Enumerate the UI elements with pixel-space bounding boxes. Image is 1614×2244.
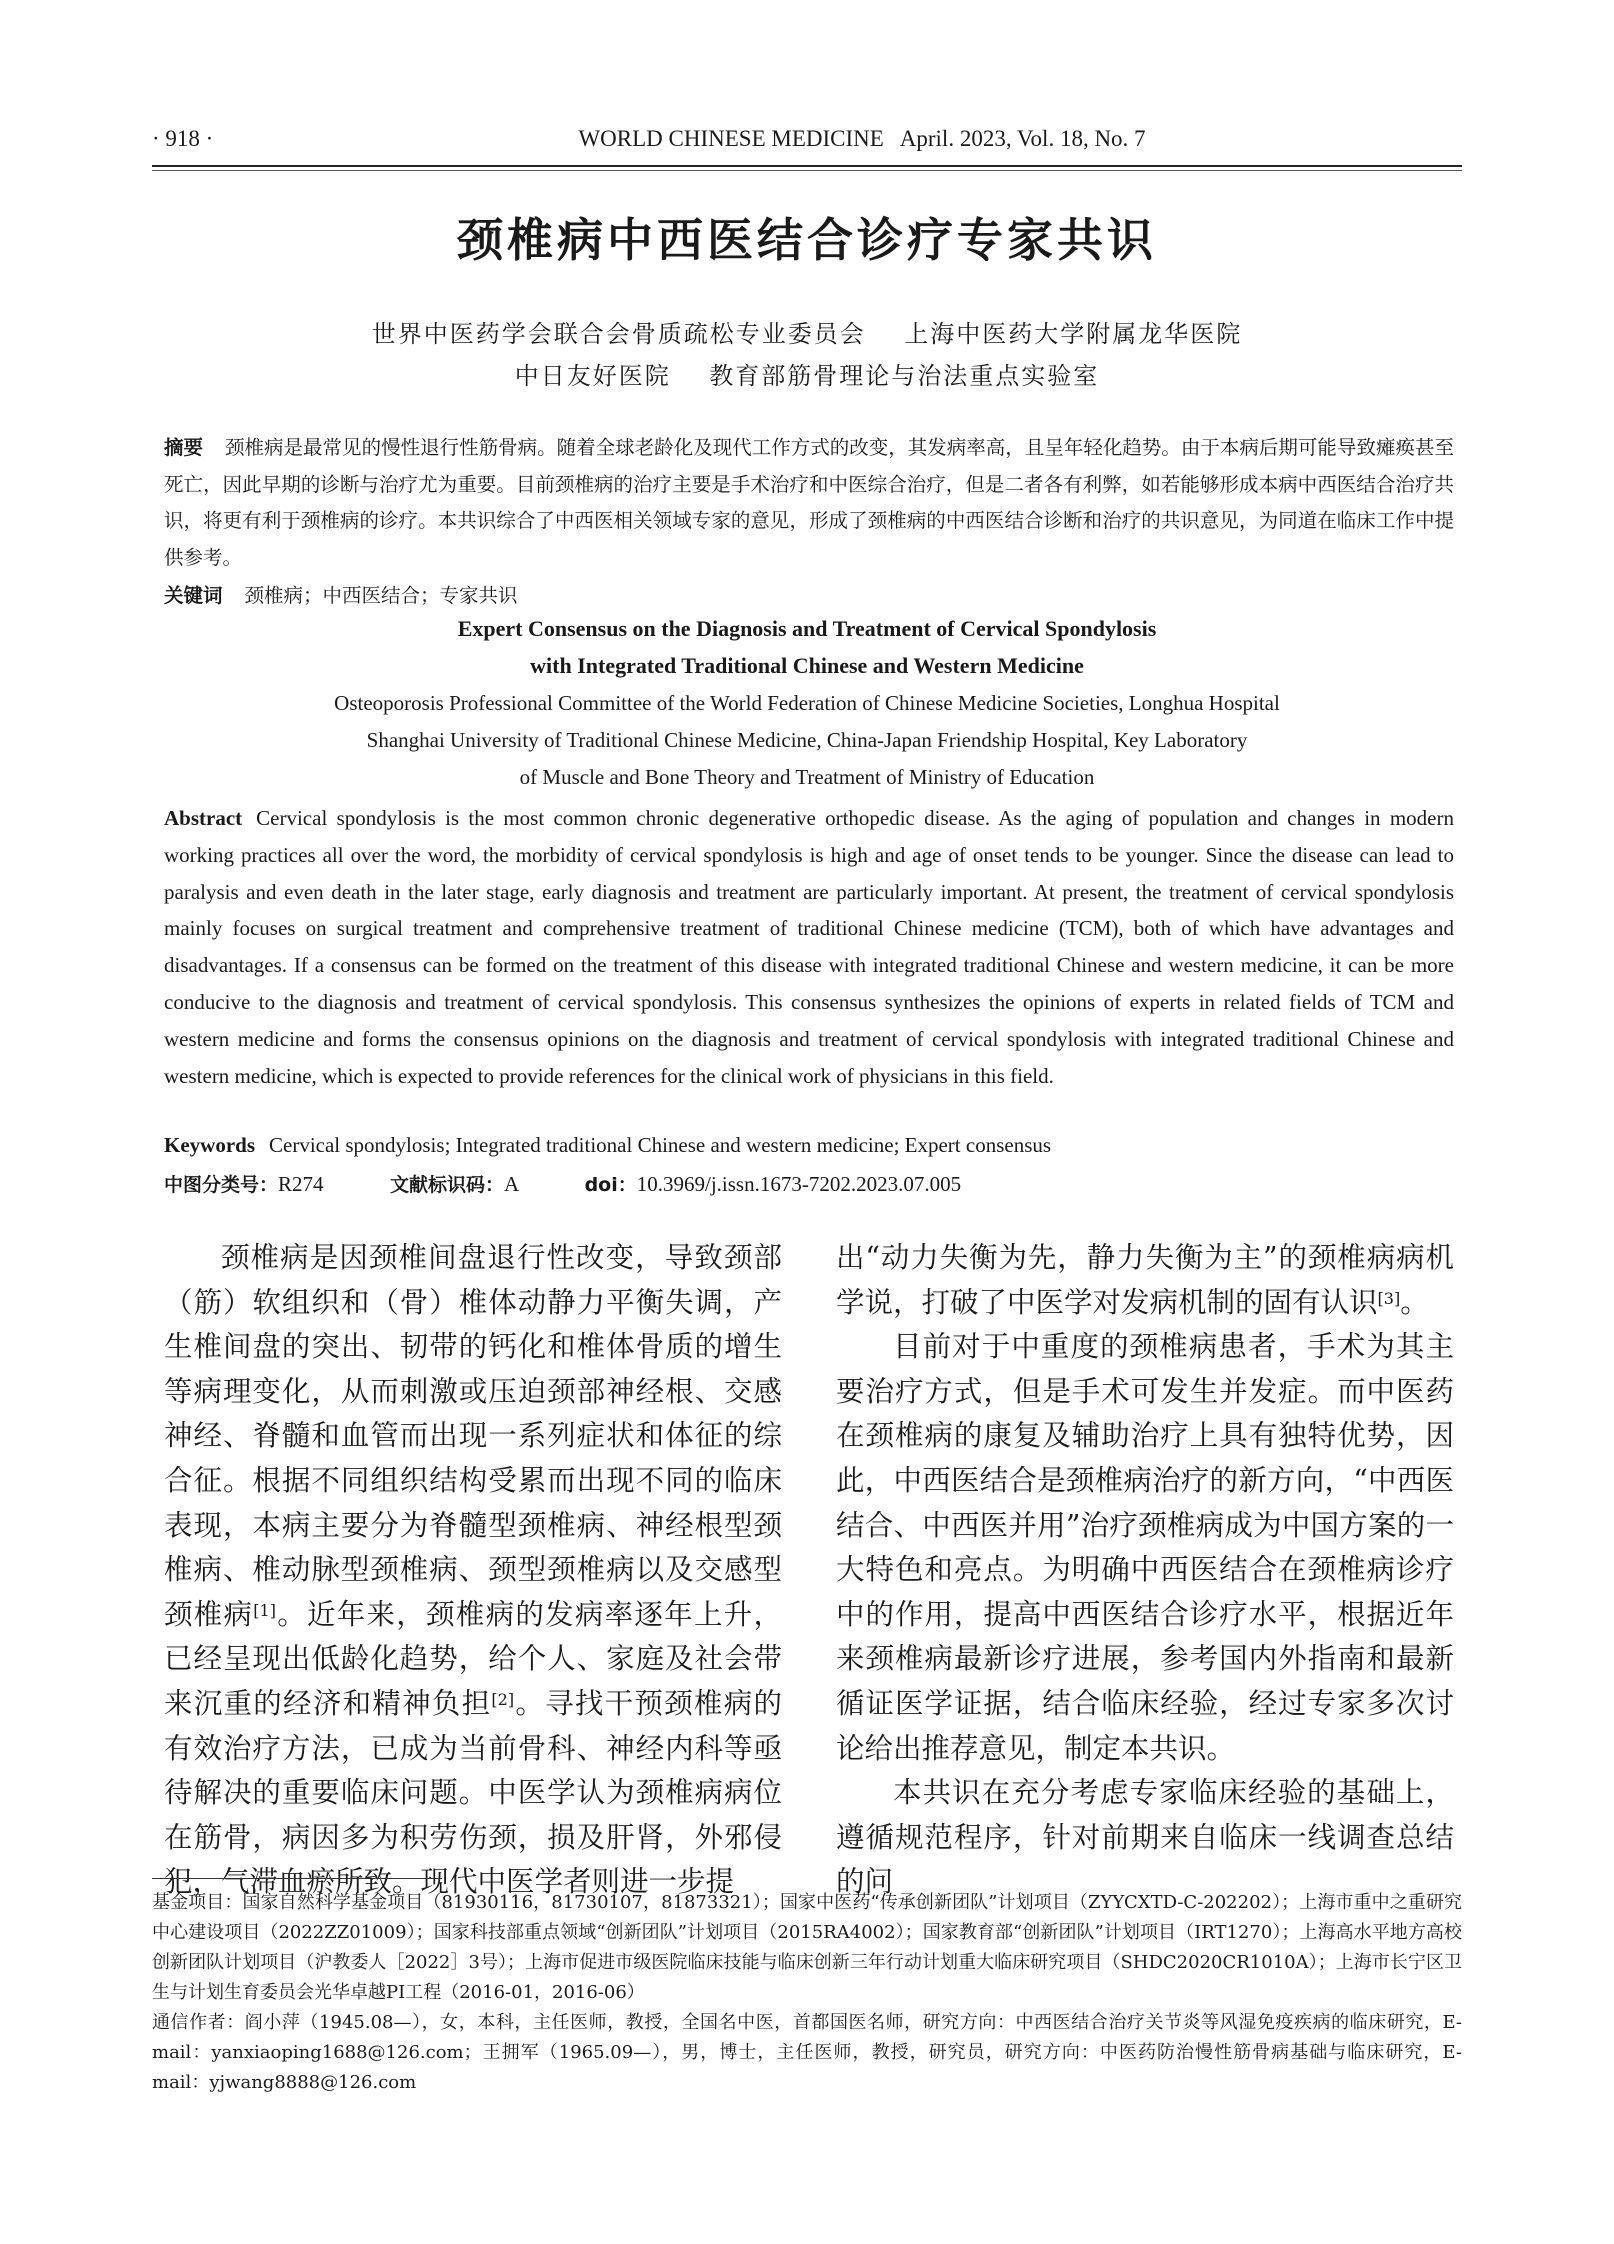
keywords-en (164, 1133, 1454, 1158)
affiliation-en-line-3: of Muscle and Bone Theory and Treatment of Ministry of Education (519, 765, 1095, 789)
article-title-en-line-1: Expert Consensus on the Diagnosis and Treatment of Cervical Spondylosis (457, 616, 1157, 641)
funding-note: 基金项目：国家自然科学基金项目（81930116，81730107，81873321）；国家中医药“传承创新团队”计划项目（ZYYCXTD-C-202202）；上海市重中之重研究中心建设项目（2022ZZ01009）；国家科技部重点领域“创新团队”计划项目（2015RA4002）；国家教育部“创新团队”计划项目（IRT1270）；上海高水平地方高校创新团队计划项目（沪教委人［2022］3号）；上海市促进市级医院临床技能与临床创新三年行动计划重大临床研究项目（SHDC2020CR1010A）；上海市长宁区卫生与计划生育委员会光华卓越PI工程（2016-01，2016-06） (152, 1892, 1462, 2003)
affiliation-en-line-2: Shanghai University of Traditional Chinese Medicine, China-Japan Friendship Hospital, Key Laboratory (366, 728, 1248, 752)
doi-label: doi： (584, 1174, 637, 1196)
clc-label: 中图分类号： (164, 1174, 279, 1196)
running-header (152, 122, 1462, 158)
article-title-en-line-2: with Integrated Traditional Chinese and Western Medicine (530, 653, 1084, 678)
citation-ref[interactable]: [1] (253, 1600, 276, 1620)
body-text: 出“动力失衡为先，静力失衡为主”的颈椎病病机学说，打破了中医学对发病机制的固有认识 (836, 1241, 1454, 1319)
classification-line (164, 1170, 1454, 1197)
page-number: · 918 · (152, 126, 214, 151)
body-text: 。寻找干预颈椎病的有效治疗方法，已成为当前骨科、神经内科等亟待解决的重要临床问题。中医学认为颈椎病病位在筋骨，病因多为积劳伤颈，损及肝肾，外邪侵犯，气滞血瘀所致。现代中医学者则进一步提 (164, 1686, 782, 1899)
body-paragraph: 本共识在充分考虑专家临床经验的基础上，遵循规范程序，针对前期来自临床一线调查总结的问 (836, 1776, 1454, 1899)
footnotes (152, 1888, 1462, 2098)
article-title-cn: 颈椎病中西医结合诊疗专家共识 (457, 213, 1157, 267)
abstract-cn-text: 颈椎病是最常见的慢性退行性筋骨病。随着全球老龄化及现代工作方式的改变，其发病率高，且呈年轻化趋势。由于本病后期可能导致瘫痪甚至死亡，因此早期的诊断与治疗尤为重要。目前颈椎病的治疗主要是手术治疗和中医综合治疗，但是二者各有利弊，如若能够形成本病中西医结合治疗共识，将更有利于颈椎病的诊疗。本共识综合了中西医相关领域专家的意见，形成了颈椎病的中西医结合诊断和治疗的共识意见，为同道在临床工作中提供参考。 (164, 436, 1454, 569)
abstract-en-label: Abstract (164, 806, 243, 830)
abstract-cn-label: 摘要 (164, 436, 204, 459)
body-text: 。近年来，颈椎病的发病率逐年上升，已经呈现出低龄化趋势，给个人、家庭及社会带来沉重的经济和精神负担 (164, 1597, 782, 1720)
footnote-rule (152, 1878, 442, 1879)
body-paragraph: 目前对于中重度的颈椎病患者，手术为其主要治疗方式，但是手术可发生并发症。而中医药在颈椎病的康复及辅助治疗上具有独特优势，因此，中西医结合是颈椎病治疗的新方向，“中西医结合、中西医并用”治疗颈椎病成为中国方案的一大特色和亮点。为明确中西医结合在颈椎病诊疗中的作用，提高中西医结合诊疗水平，根据近年来颈椎病最新诊疗进展，参考国内外指南和最新循证医学证据，结合临床经验，经过专家多次讨论给出推荐意见，制定本共识。 (836, 1330, 1454, 1765)
clc-value: R274 (278, 1172, 324, 1196)
header-rule-thin (152, 170, 1462, 171)
doc-code-value: A (504, 1172, 519, 1196)
affiliation-cn-line-1: 世界中医药学会联合会骨质疏松专业委员会 上海中医药大学附属龙华医院 (371, 320, 1243, 348)
affiliation-cn-line-2: 中日友好医院 教育部筋骨理论与治法重点实验室 (514, 362, 1100, 390)
doc-code-label: 文献标识码： (390, 1174, 505, 1196)
abstract-cn (164, 430, 1454, 576)
abstract-en-text: Cervical spondylosis is the most common chronic degenerative orthopedic disease. As the aging of population and changes in modern working practices all over the word, the morbidity of cervical spondylosis is high and age of onset tends to be younger. Since the disease can lead to paralysis and even death in the later stage, early diagnosis and treatment are particularly important. At present, the treatment of cervical spondylosis mainly focuses on surgical treatment and comprehensive treatment of traditional Chinese medicine (TCM), both of which have advantages and disadvantages. If a consensus can be formed on the treatment of this disease with integrated traditional Chinese and western medicine, it can be more conducive to the diagnosis and treatment of cervical spondylosis. This consensus synthesizes the opinions of experts in related fields of TCM and western medicine and forms the consensus opinions on the diagnosis and treatment of cervical spondylosis with integrated traditional Chinese and western medicine, which is expected to provide references for the clinical work of physicians in this field. (164, 806, 1454, 1088)
keywords-en-text: Cervical spondylosis; Integrated traditional Chinese and western medicine; Expert consensus (269, 1133, 1052, 1157)
keywords-cn-text: 颈椎病；中西医结合；专家共识 (244, 584, 518, 607)
body-paragraph (836, 1236, 1454, 1325)
journal-info: WORLD CHINESE MEDICINE April. 2023, Vol. 18, No. 7 (578, 126, 1146, 151)
citation-ref[interactable]: [2] (491, 1689, 515, 1709)
keywords-cn-label: 关键词 (164, 584, 223, 607)
body-paragraph (164, 1236, 782, 1905)
header-rule (152, 165, 1462, 167)
citation-ref[interactable]: [3] (1377, 1288, 1401, 1308)
body-column-right (836, 1236, 1454, 1905)
keywords-cn (164, 578, 1454, 614)
body-text: 颈椎病是因颈椎间盘退行性改变，导致颈部（筋）软组织和（骨）椎体动静力平衡失调，产生椎间盘的突出、韧带的钙化和椎体骨质的增生等病理变化，从而刺激或压迫颈部神经根、交感神经、脊髓和血管而出现一系列症状和体征的综合征。根据不同组织结构受累而出现不同的临床表现，本病主要分为脊髓型颈椎病、神经根型颈椎病、椎动脉型颈椎病、颈型颈椎病以及交感型颈椎病 (164, 1241, 782, 1631)
abstract-en (164, 800, 1454, 1094)
corresponding-author-note: 通信作者：阎小萍（1945.08—），女，本科，主任医师，教授，全国名中医，首都国医名师，研究方向：中西医结合治疗关节炎等风湿免疫疾病的临床研究，E-mail：yanxiaoping1688@126.com；王拥军（1965.09—），男，博士，主任医师，教授，研究员，研究方向：中医药防治慢性筋骨病基础与临床研究，E-mail：yjwang8888@126.com (152, 2012, 1462, 2093)
doi-value: 10.3969/j.issn.1673-7202.2023.07.005 (636, 1172, 962, 1196)
keywords-en-label: Keywords (164, 1133, 255, 1157)
body-column-left (164, 1236, 782, 1905)
body-text: 。 (1400, 1285, 1429, 1319)
affiliation-en-line-1: Osteoporosis Professional Committee of the World Federation of Chinese Medicine Societies, Longhua Hospital (334, 691, 1280, 715)
